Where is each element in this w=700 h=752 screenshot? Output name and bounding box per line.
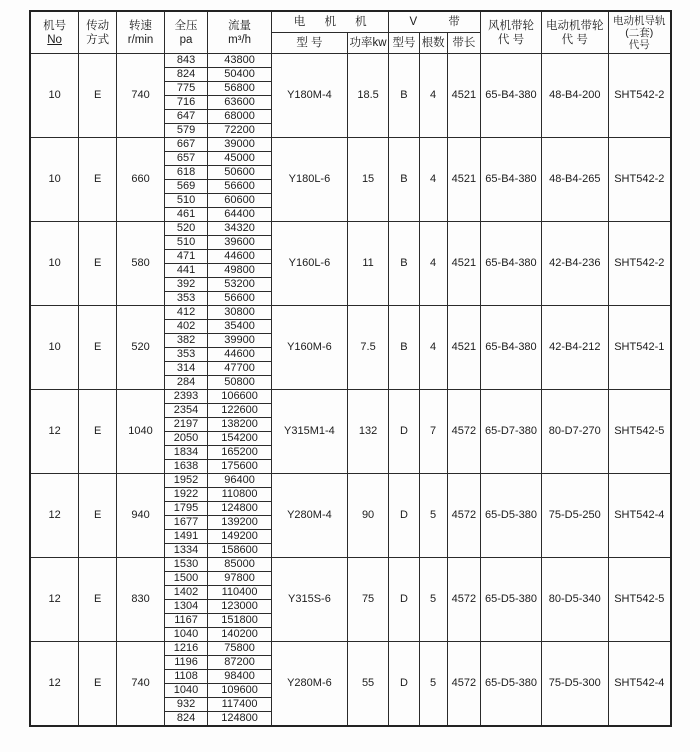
cell-vbelt-length: 4521 (447, 54, 480, 138)
cell-flow: 43800 (208, 54, 272, 68)
cell-drive-type: E (79, 558, 117, 642)
cell-machine-no: 12 (30, 642, 79, 727)
cell-fan-pulley-code: 65-D5-380 (481, 474, 542, 558)
cell-motor-model: Y160L-6 (272, 222, 348, 306)
cell-pressure: 2393 (165, 390, 208, 404)
cell-speed: 520 (117, 306, 165, 390)
cell-flow: 64400 (208, 208, 272, 222)
cell-flow: 124800 (208, 712, 272, 727)
cell-motor-model: Y160M-6 (272, 306, 348, 390)
cell-flow: 68000 (208, 110, 272, 124)
cell-motor-pulley-code: 42-B4-236 (541, 222, 608, 306)
cell-flow: 106600 (208, 390, 272, 404)
cell-fan-pulley-code: 65-B4-380 (481, 54, 542, 138)
cell-flow: 122600 (208, 404, 272, 418)
cell-machine-no: 10 (30, 222, 79, 306)
cell-motor-pulley-code: 75-D5-250 (541, 474, 608, 558)
cell-flow: 138200 (208, 418, 272, 432)
col-header-motor-pulley: 电动机带轮 代 号 (541, 11, 608, 54)
cell-flow: 39600 (208, 236, 272, 250)
cell-motor-pulley-code: 75-D5-300 (541, 642, 608, 727)
cell-flow: 109600 (208, 684, 272, 698)
cell-flow: 39900 (208, 334, 272, 348)
cell-flow: 56600 (208, 180, 272, 194)
cell-flow: 63600 (208, 96, 272, 110)
cell-vbelt-model: B (389, 306, 419, 390)
cell-motor-rail-code: SHT542-4 (608, 642, 671, 727)
cell-machine-no: 12 (30, 390, 79, 474)
cell-pressure: 667 (165, 138, 208, 152)
cell-machine-no: 12 (30, 474, 79, 558)
table-row (30, 306, 671, 320)
col-header-vbelt-length: 带长 (447, 33, 480, 54)
cell-vbelt-count: 5 (419, 558, 447, 642)
cell-speed: 940 (117, 474, 165, 558)
cell-pressure: 1216 (165, 642, 208, 656)
cell-flow: 39000 (208, 138, 272, 152)
fan-spec-table (29, 10, 672, 727)
cell-pressure: 775 (165, 82, 208, 96)
cell-drive-type: E (79, 390, 117, 474)
cell-drive-type: E (79, 306, 117, 390)
cell-flow: 56600 (208, 292, 272, 306)
col-header-vbelt-group: V 带 (389, 11, 481, 33)
cell-flow: 98400 (208, 670, 272, 684)
cell-motor-rail-code: SHT542-2 (608, 54, 671, 138)
cell-pressure: 2050 (165, 432, 208, 446)
cell-motor-power: 18.5 (347, 54, 389, 138)
cell-flow: 140200 (208, 628, 272, 642)
cell-flow: 34320 (208, 222, 272, 236)
cell-motor-pulley-code: 80-D7-270 (541, 390, 608, 474)
col-header-motor-rail: 电动机导轨 (二套) 代号 (608, 11, 671, 54)
col-header-vbelt-count: 根数 (419, 33, 447, 54)
cell-vbelt-length: 4572 (447, 558, 480, 642)
cell-motor-rail-code: SHT542-5 (608, 390, 671, 474)
cell-motor-power: 7.5 (347, 306, 389, 390)
col-header-speed: 转速 r/min (117, 11, 165, 54)
cell-motor-power: 132 (347, 390, 389, 474)
cell-flow: 44600 (208, 250, 272, 264)
cell-pressure: 824 (165, 712, 208, 727)
cell-motor-model: Y315S-6 (272, 558, 348, 642)
cell-pressure: 657 (165, 152, 208, 166)
cell-pressure: 461 (165, 208, 208, 222)
cell-flow: 117400 (208, 698, 272, 712)
cell-motor-pulley-code: 48-B4-200 (541, 54, 608, 138)
cell-pressure: 402 (165, 320, 208, 334)
cell-vbelt-count: 7 (419, 390, 447, 474)
cell-flow: 56800 (208, 82, 272, 96)
cell-flow: 45000 (208, 152, 272, 166)
cell-flow: 165200 (208, 446, 272, 460)
cell-vbelt-count: 4 (419, 138, 447, 222)
cell-pressure: 1108 (165, 670, 208, 684)
col-header-flow: 流量 m³/h (208, 11, 272, 54)
cell-speed: 740 (117, 54, 165, 138)
cell-pressure: 510 (165, 194, 208, 208)
cell-speed: 660 (117, 138, 165, 222)
cell-flow: 85000 (208, 558, 272, 572)
cell-motor-power: 90 (347, 474, 389, 558)
cell-pressure: 471 (165, 250, 208, 264)
cell-vbelt-model: D (389, 558, 419, 642)
cell-pressure: 647 (165, 110, 208, 124)
cell-speed: 830 (117, 558, 165, 642)
cell-vbelt-count: 4 (419, 222, 447, 306)
cell-flow: 72200 (208, 124, 272, 138)
cell-drive-type: E (79, 54, 117, 138)
cell-pressure: 1402 (165, 586, 208, 600)
cell-pressure: 569 (165, 180, 208, 194)
cell-motor-rail-code: SHT542-1 (608, 306, 671, 390)
cell-pressure: 1922 (165, 488, 208, 502)
cell-pressure: 1638 (165, 460, 208, 474)
cell-flow: 44600 (208, 348, 272, 362)
cell-flow: 75800 (208, 642, 272, 656)
cell-flow: 30800 (208, 306, 272, 320)
cell-flow: 35400 (208, 320, 272, 334)
cell-pressure: 314 (165, 362, 208, 376)
cell-pressure: 2197 (165, 418, 208, 432)
cell-pressure: 1677 (165, 516, 208, 530)
cell-vbelt-count: 5 (419, 474, 447, 558)
cell-fan-pulley-code: 65-D5-380 (481, 558, 542, 642)
cell-fan-pulley-code: 65-B4-380 (481, 222, 542, 306)
cell-motor-power: 15 (347, 138, 389, 222)
table-body (30, 54, 671, 727)
cell-pressure: 520 (165, 222, 208, 236)
cell-machine-no: 10 (30, 54, 79, 138)
cell-flow: 60600 (208, 194, 272, 208)
cell-motor-power: 11 (347, 222, 389, 306)
cell-pressure: 284 (165, 376, 208, 390)
col-header-motor-group: 电 机 机 (272, 11, 389, 33)
cell-motor-rail-code: SHT542-4 (608, 474, 671, 558)
cell-machine-no: 12 (30, 558, 79, 642)
cell-flow: 87200 (208, 656, 272, 670)
cell-motor-pulley-code: 48-B4-265 (541, 138, 608, 222)
cell-drive-type: E (79, 138, 117, 222)
table-row (30, 138, 671, 152)
cell-vbelt-model: D (389, 642, 419, 727)
cell-flow: 50400 (208, 68, 272, 82)
cell-motor-model: Y280M-6 (272, 642, 348, 727)
cell-pressure: 824 (165, 68, 208, 82)
cell-vbelt-length: 4521 (447, 138, 480, 222)
cell-vbelt-model: B (389, 54, 419, 138)
cell-pressure: 1795 (165, 502, 208, 516)
cell-vbelt-count: 4 (419, 54, 447, 138)
cell-speed: 580 (117, 222, 165, 306)
cell-vbelt-length: 4521 (447, 222, 480, 306)
cell-flow: 96400 (208, 474, 272, 488)
cell-flow: 53200 (208, 278, 272, 292)
cell-machine-no: 10 (30, 306, 79, 390)
cell-pressure: 1304 (165, 600, 208, 614)
cell-flow: 110400 (208, 586, 272, 600)
cell-vbelt-length: 4572 (447, 390, 480, 474)
cell-vbelt-model: D (389, 474, 419, 558)
cell-motor-power: 75 (347, 558, 389, 642)
cell-drive-type: E (79, 474, 117, 558)
table-row (30, 642, 671, 656)
col-header-fan-pulley: 风机带轮 代 号 (481, 11, 542, 54)
cell-motor-model: Y180M-4 (272, 54, 348, 138)
table-row (30, 474, 671, 488)
cell-speed: 1040 (117, 390, 165, 474)
cell-flow: 50800 (208, 376, 272, 390)
cell-pressure: 1491 (165, 530, 208, 544)
cell-vbelt-model: B (389, 138, 419, 222)
col-header-vbelt-model: 型号 (389, 33, 419, 54)
cell-fan-pulley-code: 65-D7-380 (481, 390, 542, 474)
cell-pressure: 1040 (165, 628, 208, 642)
cell-motor-model: Y180L-6 (272, 138, 348, 222)
cell-motor-pulley-code: 42-B4-212 (541, 306, 608, 390)
col-header-drive-type: 传动 方式 (79, 11, 117, 54)
cell-pressure: 1952 (165, 474, 208, 488)
cell-fan-pulley-code: 65-B4-380 (481, 138, 542, 222)
cell-flow: 124800 (208, 502, 272, 516)
cell-fan-pulley-code: 65-B4-380 (481, 306, 542, 390)
col-header-machine-no: 机号 No (30, 11, 79, 54)
cell-vbelt-model: D (389, 390, 419, 474)
cell-pressure: 1334 (165, 544, 208, 558)
cell-pressure: 932 (165, 698, 208, 712)
table-row (30, 222, 671, 236)
cell-pressure: 1040 (165, 684, 208, 698)
cell-fan-pulley-code: 65-D5-380 (481, 642, 542, 727)
cell-flow: 50600 (208, 166, 272, 180)
cell-machine-no: 10 (30, 138, 79, 222)
table-row (30, 54, 671, 68)
cell-pressure: 843 (165, 54, 208, 68)
cell-pressure: 716 (165, 96, 208, 110)
cell-pressure: 392 (165, 278, 208, 292)
cell-flow: 97800 (208, 572, 272, 586)
col-header-motor-model: 型 号 (272, 33, 348, 54)
cell-vbelt-length: 4572 (447, 474, 480, 558)
col-header-pressure: 全压 pa (165, 11, 208, 54)
table-row (30, 390, 671, 404)
cell-pressure: 382 (165, 334, 208, 348)
cell-flow: 151800 (208, 614, 272, 628)
cell-pressure: 353 (165, 348, 208, 362)
cell-flow: 123000 (208, 600, 272, 614)
cell-motor-rail-code: SHT542-2 (608, 222, 671, 306)
table-row (30, 558, 671, 572)
cell-vbelt-count: 5 (419, 642, 447, 727)
cell-pressure: 353 (165, 292, 208, 306)
cell-pressure: 2354 (165, 404, 208, 418)
cell-pressure: 579 (165, 124, 208, 138)
table-header (30, 11, 671, 54)
cell-motor-pulley-code: 80-D5-340 (541, 558, 608, 642)
cell-pressure: 510 (165, 236, 208, 250)
cell-flow: 175600 (208, 460, 272, 474)
cell-pressure: 1196 (165, 656, 208, 670)
cell-speed: 740 (117, 642, 165, 727)
cell-pressure: 1167 (165, 614, 208, 628)
cell-pressure: 1834 (165, 446, 208, 460)
cell-flow: 47700 (208, 362, 272, 376)
cell-drive-type: E (79, 222, 117, 306)
cell-drive-type: E (79, 642, 117, 727)
cell-pressure: 618 (165, 166, 208, 180)
cell-vbelt-length: 4521 (447, 306, 480, 390)
cell-flow: 149200 (208, 530, 272, 544)
cell-motor-rail-code: SHT542-2 (608, 138, 671, 222)
cell-vbelt-length: 4572 (447, 642, 480, 727)
col-header-motor-power: 功率kw (347, 33, 389, 54)
cell-vbelt-model: B (389, 222, 419, 306)
cell-flow: 158600 (208, 544, 272, 558)
cell-motor-rail-code: SHT542-5 (608, 558, 671, 642)
cell-pressure: 441 (165, 264, 208, 278)
cell-pressure: 1530 (165, 558, 208, 572)
cell-flow: 139200 (208, 516, 272, 530)
cell-vbelt-count: 4 (419, 306, 447, 390)
cell-flow: 110800 (208, 488, 272, 502)
cell-flow: 154200 (208, 432, 272, 446)
cell-motor-model: Y315M1-4 (272, 390, 348, 474)
cell-motor-power: 55 (347, 642, 389, 727)
cell-motor-model: Y280M-4 (272, 474, 348, 558)
cell-pressure: 412 (165, 306, 208, 320)
cell-pressure: 1500 (165, 572, 208, 586)
cell-flow: 49800 (208, 264, 272, 278)
